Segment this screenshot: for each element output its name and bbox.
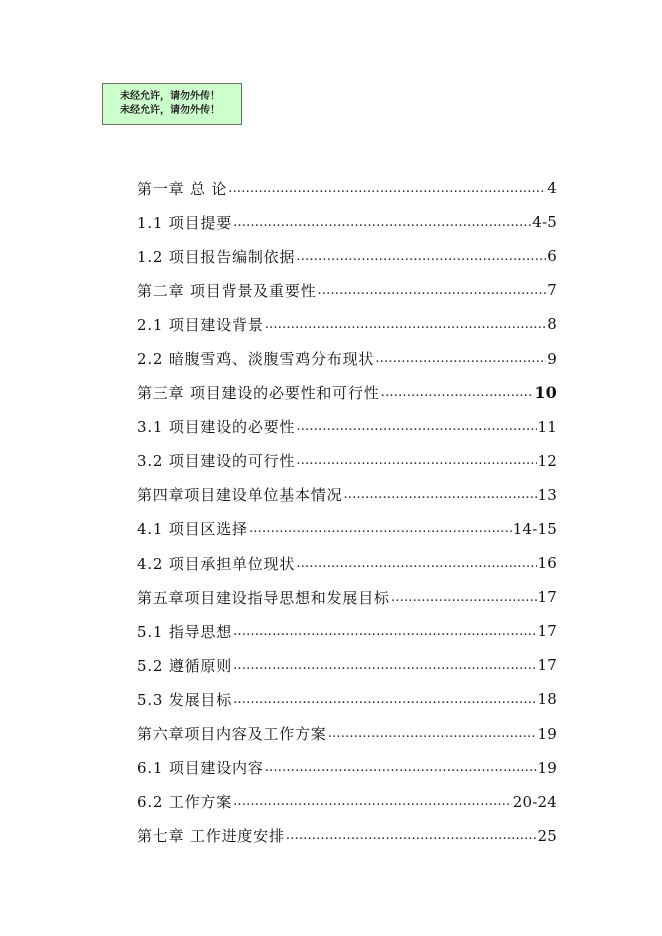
toc-dot-leader — [296, 419, 536, 434]
toc-entry-page: 8 — [547, 315, 557, 334]
toc-entry[interactable] — [137, 376, 557, 410]
toc-entry-page: 13 — [537, 485, 557, 504]
toc-entry-page: 20-24 — [512, 792, 557, 811]
toc-dot-leader — [249, 521, 512, 536]
toc-entry-title: 4.1 项目区选择 — [137, 520, 248, 539]
toc-dot-leader — [381, 385, 534, 400]
toc-entry-title: 1.1 项目提要 — [137, 213, 233, 232]
toc-entry-title: 第二章 项目背景及重要性 — [137, 281, 317, 300]
toc-entry[interactable] — [137, 717, 557, 751]
toc-entry-page: 6 — [547, 247, 557, 266]
toc-dot-leader — [228, 181, 546, 196]
toc-dot-leader — [343, 487, 536, 502]
toc-entry-page: 25 — [537, 826, 557, 845]
toc-entry[interactable] — [137, 751, 557, 785]
toc-dot-leader — [233, 692, 536, 707]
toc-entry-title: 6.2 工作方案 — [137, 793, 233, 812]
toc-dot-leader — [391, 590, 537, 605]
toc-dot-leader — [296, 453, 536, 468]
toc-entry-title: 5.3 发展目标 — [137, 690, 233, 709]
toc-dot-leader — [296, 249, 546, 264]
toc-entry[interactable] — [137, 580, 557, 614]
toc-entry-page: 4-5 — [532, 213, 557, 232]
toc-entry-page: 17 — [537, 622, 557, 641]
toc-entry-page: 19 — [537, 724, 557, 743]
toc-entry[interactable] — [137, 205, 557, 239]
toc-entry[interactable] — [137, 307, 557, 341]
toc-entry[interactable] — [137, 512, 557, 546]
toc-entry[interactable] — [137, 410, 557, 444]
toc-entry[interactable] — [137, 239, 557, 273]
toc-entry-title: 第三章 项目建设的必要性和可行性 — [137, 384, 380, 403]
toc-entry[interactable] — [137, 819, 557, 853]
toc-entry-page: 16 — [537, 554, 557, 573]
toc-entry-page: 18 — [537, 690, 557, 709]
confidential-notice — [102, 83, 242, 125]
toc-entry-page: 7 — [547, 281, 557, 300]
toc-entry-title: 3.2 项目建设的可行性 — [137, 452, 296, 471]
toc-entry-page: 19 — [537, 758, 557, 777]
toc-entry[interactable] — [137, 648, 557, 682]
toc-entry-title: 1.2 项目报告编制依据 — [137, 247, 296, 266]
toc-entry[interactable] — [137, 273, 557, 307]
toc-dot-leader — [265, 317, 547, 332]
toc-dot-leader — [265, 760, 537, 775]
toc-dot-leader — [233, 624, 536, 639]
toc-dot-leader — [233, 215, 531, 230]
toc-entry-title: 第四章项目建设单位基本情况 — [137, 486, 343, 505]
toc-entry-page: 12 — [537, 451, 557, 470]
toc-entry-title: 2.2 暗腹雪鸡、淡腹雪鸡分布现状 — [137, 350, 375, 369]
toc-entry-title: 6.1 项目建设内容 — [137, 759, 264, 778]
toc-dot-leader — [233, 794, 512, 809]
toc-dot-leader — [328, 726, 537, 741]
toc-dot-leader — [233, 658, 536, 673]
toc-dot-leader — [286, 828, 537, 843]
toc-entry-page: 9 — [547, 349, 557, 368]
toc-dot-leader — [375, 351, 546, 366]
toc-entry[interactable] — [137, 171, 557, 205]
toc-entry-page: 10 — [534, 383, 557, 403]
toc-entry-title: 第五章项目建设指导思想和发展目标 — [137, 588, 390, 607]
notice-line-1: 未经允许，请勿外传！ — [120, 91, 220, 102]
toc-entry-page: 4 — [547, 179, 557, 198]
toc-entry-page: 14-15 — [512, 519, 557, 538]
toc-entry[interactable] — [137, 341, 557, 375]
toc-entry-page: 11 — [537, 417, 557, 436]
toc-entry-title: 5.1 指导思想 — [137, 622, 233, 641]
notice-line-2: 未经允许，请勿外传！ — [120, 105, 220, 116]
toc-dot-leader — [296, 556, 536, 571]
toc-entry[interactable] — [137, 614, 557, 648]
toc-entry[interactable] — [137, 478, 557, 512]
toc-entry-title: 4.2 项目承担单位现状 — [137, 554, 296, 573]
toc-entry-title: 第六章项目内容及工作方案 — [137, 725, 327, 744]
toc-dot-leader — [317, 283, 546, 298]
toc-entry-title: 2.1 项目建设背景 — [137, 315, 264, 334]
toc-entry-page: 17 — [537, 588, 557, 607]
toc-entry[interactable] — [137, 546, 557, 580]
toc-entry-title: 5.2 遵循原则 — [137, 656, 233, 675]
toc-entry[interactable] — [137, 444, 557, 478]
toc-entry-page: 17 — [537, 656, 557, 675]
toc-entry-title: 第七章 工作进度安排 — [137, 827, 285, 846]
table-of-contents — [137, 171, 557, 853]
toc-entry-title: 3.1 项目建设的必要性 — [137, 418, 296, 437]
toc-entry[interactable] — [137, 785, 557, 819]
toc-entry-title: 第一章 总 论 — [137, 179, 228, 198]
toc-entry[interactable] — [137, 682, 557, 716]
